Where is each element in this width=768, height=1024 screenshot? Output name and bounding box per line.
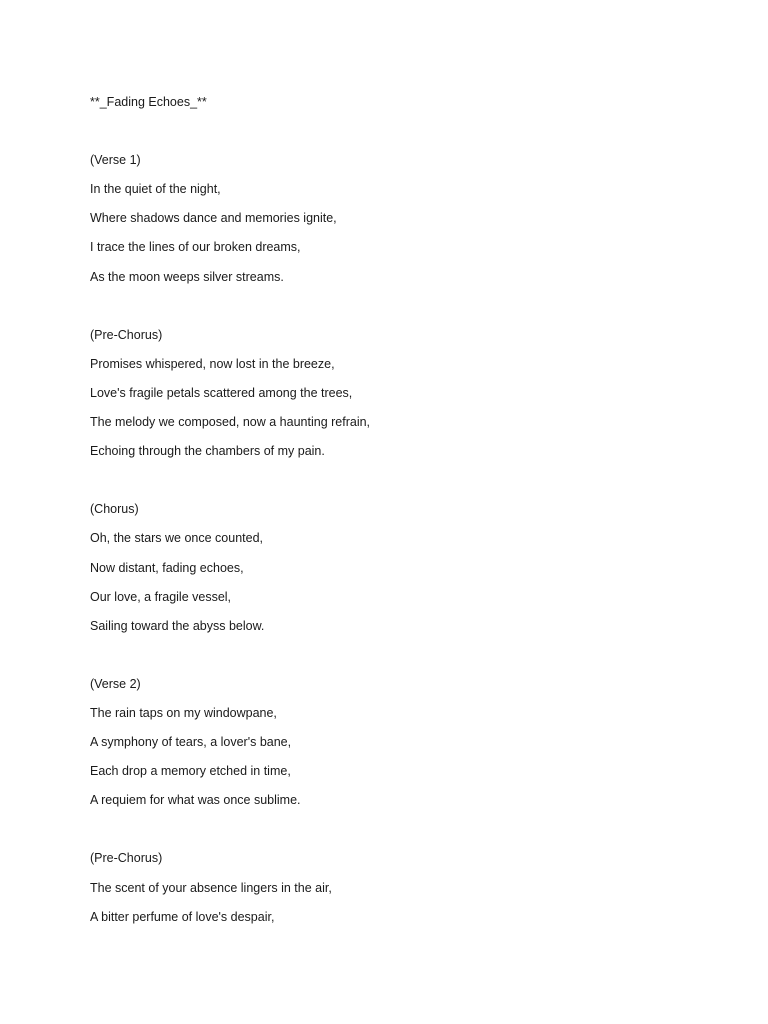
section-heading: (Pre-Chorus): [90, 327, 163, 342]
section-verse-1: [90, 151, 710, 296]
lyric-line: Our love, a fragile vessel,: [90, 589, 232, 604]
spacer: [90, 297, 710, 326]
lyric-line: A bitter perfume of love's despair,: [90, 909, 275, 924]
section-verse-2: [90, 675, 710, 820]
section-chorus: [90, 500, 710, 645]
lyric-line: Love's fragile petals scattered among the trees,: [90, 385, 353, 400]
lyric-line: In the quiet of the night,: [90, 182, 221, 197]
section-pre-chorus-2: [90, 849, 710, 936]
lyric-line: A requiem for what was once sublime.: [90, 793, 301, 808]
spacer: [90, 471, 710, 500]
section-heading: (Verse 1): [90, 153, 141, 168]
lyric-line: Oh, the stars we once counted,: [90, 531, 264, 546]
section-heading: (Chorus): [90, 502, 139, 517]
lyric-line: Sailing toward the abyss below.: [90, 618, 265, 633]
lyric-line: Now distant, fading echoes,: [90, 560, 244, 575]
lyrics-document: [90, 93, 710, 937]
lyric-line: Where shadows dance and memories ignite,: [90, 211, 337, 226]
spacer: [90, 820, 710, 849]
lyric-line: The rain taps on my windowpane,: [90, 705, 277, 720]
lyric-line: I trace the lines of our broken dreams,: [90, 240, 301, 255]
section-heading: (Verse 2): [90, 676, 141, 691]
section-pre-chorus-1: [90, 326, 710, 471]
lyric-line: The melody we composed, now a haunting refrain,: [90, 415, 371, 430]
section-heading: (Pre-Chorus): [90, 851, 163, 866]
song-title: **_Fading Echoes_**: [90, 95, 207, 109]
lyric-line: A symphony of tears, a lover's bane,: [90, 735, 292, 750]
lyric-line: The scent of your absence lingers in the air,: [90, 880, 332, 895]
lyric-line: Promises whispered, now lost in the breeze,: [90, 356, 335, 371]
spacer: [90, 122, 710, 151]
lyric-line: Each drop a memory etched in time,: [90, 764, 291, 779]
lyric-line: As the moon weeps silver streams.: [90, 269, 284, 284]
lyric-line: Echoing through the chambers of my pain.: [90, 444, 325, 459]
spacer: [90, 646, 710, 675]
